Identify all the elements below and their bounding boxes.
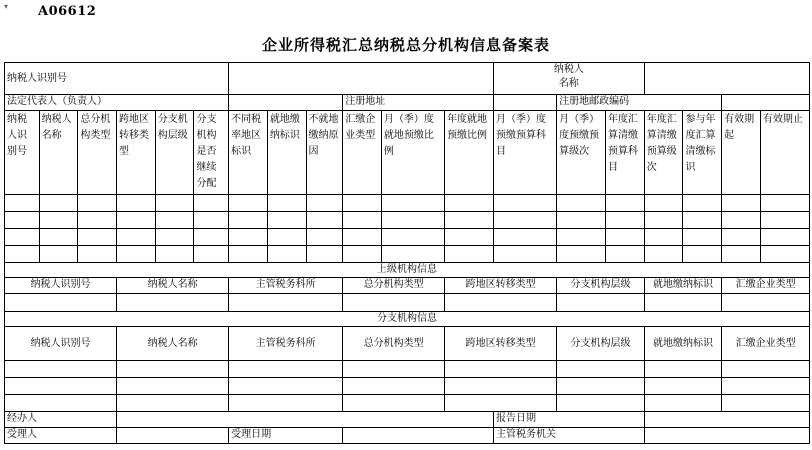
col-annual-settlement-flag: 参与年度汇算清缴标识: [683, 111, 722, 195]
sup-col-org-type: 总分机构类型: [343, 278, 445, 294]
col-annual-budget-level: 年度汇算清缴预算级次: [644, 111, 683, 195]
br-col-local-payment-flag: 就地缴纳标识: [644, 327, 721, 361]
corner-mark: ▾: [4, 2, 9, 11]
col-local-payment-flag: 就地缴纳标识: [267, 111, 306, 195]
handler-value[interactable]: [117, 412, 494, 428]
table-row[interactable]: [5, 395, 810, 412]
col-no-local-reason: 不就地缴纳原因: [306, 111, 343, 195]
table-row[interactable]: [5, 378, 810, 395]
receiver-label: 受理人: [5, 428, 117, 444]
table-row[interactable]: [5, 195, 810, 212]
col-org-type: 总分机构类型: [78, 111, 117, 195]
col-taxpayer-name: 纳税人名称: [39, 111, 78, 195]
sup-col-taxpayer-id: 纳税人识别号: [5, 278, 117, 294]
col-remittance-type: 汇缴企业类型: [343, 111, 382, 195]
col-taxpayer-id: 纳税人识别号: [5, 111, 40, 195]
col-monthly-budget-subject: 月（季）度预缴预算科目: [493, 111, 556, 195]
report-date-label: 报告日期: [493, 412, 644, 428]
sup-col-tax-office: 主管税务科所: [229, 278, 343, 294]
col-monthly-ratio: 月（季）度就地预缴比例: [381, 111, 444, 195]
sup-col-branch-level: 分支机构层级: [557, 278, 645, 294]
handler-label: 经办人: [5, 412, 117, 428]
branch-info-header-row: [5, 327, 810, 361]
br-col-branch-level: 分支机构层级: [557, 327, 645, 361]
sup-col-remittance-type: 汇缴企业类型: [722, 278, 810, 294]
taxpayer-id-value[interactable]: [229, 63, 494, 95]
branch-section-title: 分支机构信息: [5, 312, 810, 327]
taxpayer-id-label: 纳税人识别号: [5, 63, 229, 95]
sup-col-transfer-type: 跨地区转移类型: [445, 278, 557, 294]
col-valid-to: 有效期止: [760, 111, 809, 195]
taxpayer-name-label: 纳税人 名称: [493, 63, 644, 95]
superior-section-title: 上级机构信息: [5, 263, 810, 278]
reg-address-value[interactable]: [493, 95, 556, 111]
col-tax-rate-region: 不同税率地区标识: [229, 111, 268, 195]
reg-postcode-label: 注册地邮政编码: [557, 95, 722, 111]
reg-postcode-value[interactable]: [722, 95, 810, 111]
reg-address-label: 注册地址: [343, 95, 494, 111]
br-col-tax-office: 主管税务科所: [229, 327, 343, 361]
sup-col-taxpayer-name: 纳税人名称: [117, 278, 229, 294]
receiver-value[interactable]: [117, 428, 229, 444]
col-transfer-type: 跨地区转移类型: [117, 111, 156, 195]
tax-authority-label: 主管税务机关: [493, 428, 644, 444]
col-continue-allocation: 分支机构是否继续分配: [194, 111, 229, 195]
form-title: 企业所得税汇总纳税总分机构信息备案表: [261, 36, 550, 54]
receive-date-label: 受理日期: [229, 428, 343, 444]
branch-header-row: [5, 111, 810, 195]
col-annual-budget-subject: 年度汇算清缴预算科目: [606, 111, 645, 195]
table-row[interactable]: [5, 229, 810, 246]
superior-header-row: [5, 278, 810, 294]
filing-form-table: [4, 62, 810, 444]
col-valid-from: 有效期起: [722, 111, 761, 195]
receive-date-value[interactable]: [343, 428, 494, 444]
br-col-org-type: 总分机构类型: [343, 327, 445, 361]
table-row[interactable]: [5, 212, 810, 229]
tax-authority-value[interactable]: [644, 428, 809, 444]
report-date-value[interactable]: [644, 412, 809, 428]
br-col-remittance-type: 汇缴企业类型: [722, 327, 810, 361]
col-annual-ratio: 年度就地预缴比例: [445, 111, 494, 195]
col-monthly-budget-level: 月（季）度预缴预算级次: [557, 111, 606, 195]
form-code: A06612: [38, 4, 97, 19]
table-row[interactable]: [5, 246, 810, 263]
br-col-taxpayer-id: 纳税人识别号: [5, 327, 117, 361]
br-col-transfer-type: 跨地区转移类型: [445, 327, 557, 361]
col-branch-level: 分支机构层级: [155, 111, 194, 195]
legal-rep-label: 法定代表人（负责人）: [5, 95, 229, 111]
legal-rep-value[interactable]: [229, 95, 343, 111]
table-row[interactable]: [5, 294, 810, 312]
table-row[interactable]: [5, 361, 810, 378]
taxpayer-name-value[interactable]: [644, 63, 809, 95]
br-col-taxpayer-name: 纳税人名称: [117, 327, 229, 361]
sup-col-local-payment-flag: 就地缴纳标识: [644, 278, 721, 294]
